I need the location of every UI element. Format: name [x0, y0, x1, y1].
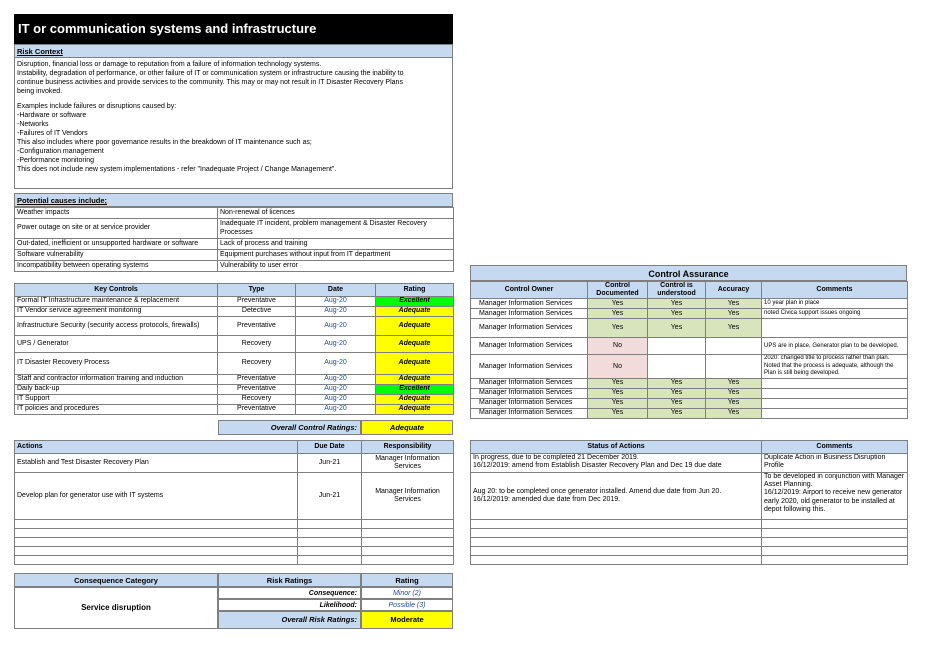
assurance-accuracy: Yes	[706, 398, 762, 408]
action-row-empty	[15, 547, 454, 556]
assurance-accuracy: Yes	[706, 319, 762, 338]
action-name: Develop plan for generator use with IT systems	[15, 473, 298, 520]
likelihood-value: Possible (3)	[361, 599, 453, 611]
risk-context-line: Instability, degradation of performance, or other failure of IT or communication system or infrastructure causing the inability to	[17, 70, 404, 77]
key-control-rating: Excellent	[376, 297, 454, 307]
cause-left: Out-dated, inefficient or unsupported hardware or software	[15, 239, 218, 250]
cause-row	[15, 261, 454, 272]
overall-risk-label: Overall Risk Ratings:	[218, 611, 361, 629]
causes-table	[14, 207, 454, 272]
rating-header: Rating	[361, 573, 453, 587]
action-responsibility: Manager Information Services	[362, 454, 454, 473]
empty-cell	[471, 547, 762, 556]
cause-row	[15, 219, 454, 239]
key-control-rating: Adequate	[376, 375, 454, 385]
ca-header-accuracy: Accuracy	[706, 282, 762, 299]
assurance-comments	[762, 408, 908, 418]
assurance-understood: Yes	[648, 309, 706, 319]
assurance-understood: Yes	[648, 299, 706, 309]
risk-context-line: -Configuration management	[17, 148, 104, 155]
ca-header-owner: Control Owner	[471, 282, 588, 299]
risk-context-line: This does not include new system implementations - refer "Inadequate Project / Change Management".	[17, 166, 337, 173]
assurance-accuracy: Yes	[706, 378, 762, 388]
assurance-comments: UPS are in place, Generator plan to be developed.	[762, 338, 908, 355]
risk-context-heading: Risk Context	[15, 45, 452, 58]
empty-cell	[15, 520, 298, 529]
key-control-name: IT Vendor service agreement monitoring	[15, 307, 218, 317]
action-row	[15, 454, 454, 473]
assurance-accuracy: Yes	[706, 388, 762, 398]
assurance-documented: No	[588, 355, 648, 379]
key-control-name: Formal IT Infrastructure maintenance & replacement	[15, 297, 218, 307]
empty-cell	[15, 556, 298, 565]
empty-cell	[298, 529, 362, 538]
cause-left: Power outage on site or at service provider	[15, 219, 218, 239]
action-responsibility: Manager Information Services	[362, 473, 454, 520]
key-control-type: Preventative	[218, 375, 296, 385]
empty-cell	[762, 556, 908, 565]
page-title: IT or communication systems and infrastructure	[18, 21, 317, 36]
key-control-type: Preventative	[218, 317, 296, 336]
assurance-accuracy: Yes	[706, 309, 762, 319]
key-control-row	[15, 405, 454, 415]
key-control-name: UPS / Generator	[15, 336, 218, 353]
assurance-understood	[648, 338, 706, 355]
empty-cell	[471, 556, 762, 565]
status-row-empty	[471, 529, 908, 538]
empty-cell	[362, 529, 454, 538]
key-control-rating: Adequate	[376, 405, 454, 415]
cause-right: Inadequate IT incident, problem management & Disaster Recovery Processes	[218, 219, 454, 239]
assurance-documented: Yes	[588, 319, 648, 338]
empty-cell	[15, 538, 298, 547]
assurance-accuracy	[706, 355, 762, 379]
empty-cell	[362, 547, 454, 556]
empty-cell	[15, 547, 298, 556]
assurance-understood	[648, 355, 706, 379]
empty-cell	[298, 538, 362, 547]
key-control-row	[15, 353, 454, 375]
risk-context-line: -Failures of IT Vendors	[17, 130, 88, 137]
key-control-row	[15, 385, 454, 395]
ca-header-documented: Control Documented	[588, 282, 648, 299]
assurance-documented: Yes	[588, 378, 648, 388]
assurance-comments	[762, 319, 908, 338]
assurance-understood: Yes	[648, 378, 706, 388]
assurance-comments: 10 year plan in place	[762, 299, 908, 309]
cause-left: Software vulnerability	[15, 250, 218, 261]
assurance-owner: Manager Information Services	[471, 378, 588, 388]
cause-right: Equipment purchases without input from IT department	[218, 250, 454, 261]
empty-cell	[471, 538, 762, 547]
empty-cell	[298, 520, 362, 529]
key-control-row	[15, 375, 454, 385]
consequence-category-value: Service disruption	[14, 587, 218, 629]
cause-left: Incompatibility between operating systems	[15, 261, 218, 272]
key-control-date: Aug-20	[296, 317, 376, 336]
status-header-status: Status of Actions	[471, 441, 762, 454]
key-control-type: Preventative	[218, 385, 296, 395]
key-control-type: Recovery	[218, 395, 296, 405]
consequence-label: Consequence:	[218, 587, 361, 599]
assurance-comments: noted Civica support issues ongoing	[762, 309, 908, 319]
cause-right: Lack of process and training	[218, 239, 454, 250]
assurance-documented: Yes	[588, 408, 648, 418]
assurance-comments	[762, 398, 908, 408]
status-comments: Duplicate Action in Business Disruption Profile	[762, 454, 908, 473]
consequence-category-header: Consequence Category	[14, 573, 218, 587]
status-row-empty	[471, 556, 908, 565]
assurance-row	[471, 408, 908, 418]
status-text: Aug 20: to be completed once generator installed. Amend due date from Jun 20. 16/12/2019: amended due date from Dec 2019.	[471, 473, 762, 520]
empty-cell	[298, 547, 362, 556]
risk-ratings-header: Risk Ratings	[218, 573, 361, 587]
kc-header-date: Date	[296, 284, 376, 297]
key-control-name: IT Disaster Recovery Process	[15, 353, 218, 375]
status-table	[470, 440, 908, 565]
risk-context-line: -Hardware or software	[17, 112, 87, 119]
key-control-row	[15, 336, 454, 353]
assurance-understood: Yes	[648, 319, 706, 338]
key-control-type: Preventative	[218, 297, 296, 307]
causes-heading: Potential causes include;	[14, 193, 453, 207]
key-control-row	[15, 395, 454, 405]
key-control-date: Aug-20	[296, 375, 376, 385]
overall-control-rating	[218, 420, 453, 435]
key-control-name: IT policies and procedures	[15, 405, 218, 415]
key-control-rating: Excellent	[376, 385, 454, 395]
key-control-date: Aug-20	[296, 297, 376, 307]
assurance-owner: Manager Information Services	[471, 319, 588, 338]
assurance-comments	[762, 388, 908, 398]
assurance-owner: Manager Information Services	[471, 398, 588, 408]
cause-row	[15, 208, 454, 219]
key-control-name: IT Support	[15, 395, 218, 405]
empty-cell	[762, 538, 908, 547]
key-control-date: Aug-20	[296, 405, 376, 415]
kc-header-controls: Key Controls	[15, 284, 218, 297]
assurance-accuracy	[706, 338, 762, 355]
likelihood-label: Likelihood:	[218, 599, 361, 611]
assurance-understood: Yes	[648, 388, 706, 398]
empty-cell	[362, 538, 454, 547]
key-control-type: Recovery	[218, 336, 296, 353]
assurance-owner: Manager Information Services	[471, 408, 588, 418]
risk-context-para-1	[15, 58, 452, 96]
assurance-owner: Manager Information Services	[471, 309, 588, 319]
cause-right: Non-renewal of licences	[218, 208, 454, 219]
key-control-type: Detective	[218, 307, 296, 317]
control-assurance-title: Control Assurance	[470, 265, 907, 281]
action-row-empty	[15, 556, 454, 565]
risk-rating-section	[14, 573, 453, 629]
risk-context-line: being invoked.	[17, 88, 63, 95]
risk-context-line: Examples include failures or disruptions caused by:	[17, 103, 177, 110]
key-control-date: Aug-20	[296, 336, 376, 353]
key-control-rating: Adequate	[376, 336, 454, 353]
causes-box	[14, 193, 453, 272]
risk-context-line: Disruption, financial loss or damage to reputation from a failure of information technology systems.	[17, 61, 322, 68]
overall-risk-value: Moderate	[361, 611, 453, 629]
assurance-row	[471, 319, 908, 338]
risk-context-para-2	[15, 96, 452, 174]
key-control-date: Aug-20	[296, 395, 376, 405]
key-control-date: Aug-20	[296, 307, 376, 317]
consequence-value: Minor (2)	[361, 587, 453, 599]
action-due: Jun-21	[298, 454, 362, 473]
status-row-empty	[471, 538, 908, 547]
assurance-documented: No	[588, 338, 648, 355]
actions-header-action: Actions	[15, 441, 298, 454]
assurance-row	[471, 299, 908, 309]
key-control-date: Aug-20	[296, 353, 376, 375]
key-control-row	[15, 297, 454, 307]
status-comments: To be developed in conjunction with Manager Asset Planning. 16/12/2019: Airport to receive new generator early 2020, old generator to be installed at depot following this.	[762, 473, 908, 520]
actions-header-due: Due Date	[298, 441, 362, 454]
page-title-bar	[14, 14, 453, 44]
action-row-empty	[15, 529, 454, 538]
assurance-comments: 2020: changed title to process rather than plan. Noted that the process is adequate, although the Plan is still being developed.	[762, 355, 908, 379]
cause-left: Weather impacts	[15, 208, 218, 219]
assurance-row	[471, 398, 908, 408]
ca-header-comments: Comments	[762, 282, 908, 299]
cause-right: Vulnerability to user error	[218, 261, 454, 272]
action-due: Jun-21	[298, 473, 362, 520]
assurance-row	[471, 388, 908, 398]
assurance-owner: Manager Information Services	[471, 338, 588, 355]
key-control-rating: Adequate	[376, 395, 454, 405]
empty-cell	[362, 520, 454, 529]
empty-cell	[298, 556, 362, 565]
ca-header-understood: Control is understood	[648, 282, 706, 299]
status-header-comments: Comments	[762, 441, 908, 454]
kc-header-rating: Rating	[376, 284, 454, 297]
risk-context-line: -Networks	[17, 121, 49, 128]
status-text: In progress, due to be completed 21 December 2019. 16/12/2019: amend from Establish Disaster Recovery Plan and Dec 19 due date	[471, 454, 762, 473]
empty-cell	[471, 529, 762, 538]
key-controls-table	[14, 283, 454, 415]
empty-cell	[15, 529, 298, 538]
key-control-rating: Adequate	[376, 317, 454, 336]
assurance-row	[471, 338, 908, 355]
key-control-row	[15, 317, 454, 336]
assurance-documented: Yes	[588, 398, 648, 408]
key-control-row	[15, 307, 454, 317]
empty-cell	[762, 547, 908, 556]
action-name: Establish and Test Disaster Recovery Plan	[15, 454, 298, 473]
assurance-owner: Manager Information Services	[471, 299, 588, 309]
risk-context-box	[14, 44, 453, 189]
key-control-type: Preventative	[218, 405, 296, 415]
actions-header-responsibility: Responsibility	[362, 441, 454, 454]
assurance-row	[471, 355, 908, 379]
assurance-owner: Manager Information Services	[471, 355, 588, 379]
status-row	[471, 473, 908, 520]
assurance-understood: Yes	[648, 398, 706, 408]
risk-context-line: -Performance monitoring	[17, 157, 95, 164]
key-control-name: Staff and contractor information training and induction	[15, 375, 218, 385]
key-control-rating: Adequate	[376, 353, 454, 375]
overall-control-label: Overall Control Ratings:	[218, 420, 361, 435]
status-row	[471, 454, 908, 473]
key-control-date: Aug-20	[296, 385, 376, 395]
assurance-comments	[762, 378, 908, 388]
empty-cell	[762, 520, 908, 529]
action-row	[15, 473, 454, 520]
status-row-empty	[471, 547, 908, 556]
key-control-type: Recovery	[218, 353, 296, 375]
control-assurance-table	[470, 281, 908, 419]
key-control-rating: Adequate	[376, 307, 454, 317]
assurance-row	[471, 378, 908, 388]
cause-row	[15, 239, 454, 250]
assurance-accuracy: Yes	[706, 299, 762, 309]
assurance-row	[471, 309, 908, 319]
status-row-empty	[471, 520, 908, 529]
action-row-empty	[15, 520, 454, 529]
cause-row	[15, 250, 454, 261]
risk-context-line: This also includes where poor governance results in the breakdown of IT maintenance such as;	[17, 139, 312, 146]
assurance-documented: Yes	[588, 299, 648, 309]
risk-context-line: continue business activities and provide services to the community. This may or may not result in IT Disaster Recovery Plans	[17, 79, 403, 86]
assurance-documented: Yes	[588, 309, 648, 319]
key-control-name: Daily back-up	[15, 385, 218, 395]
actions-table	[14, 440, 454, 565]
kc-header-type: Type	[218, 284, 296, 297]
assurance-documented: Yes	[588, 388, 648, 398]
assurance-understood: Yes	[648, 408, 706, 418]
assurance-accuracy: Yes	[706, 408, 762, 418]
overall-control-value: Adequate	[361, 420, 453, 435]
key-control-name: Infrastructure Security (security access protocols, firewalls)	[15, 317, 218, 336]
empty-cell	[362, 556, 454, 565]
empty-cell	[471, 520, 762, 529]
action-row-empty	[15, 538, 454, 547]
empty-cell	[762, 529, 908, 538]
assurance-owner: Manager Information Services	[471, 388, 588, 398]
